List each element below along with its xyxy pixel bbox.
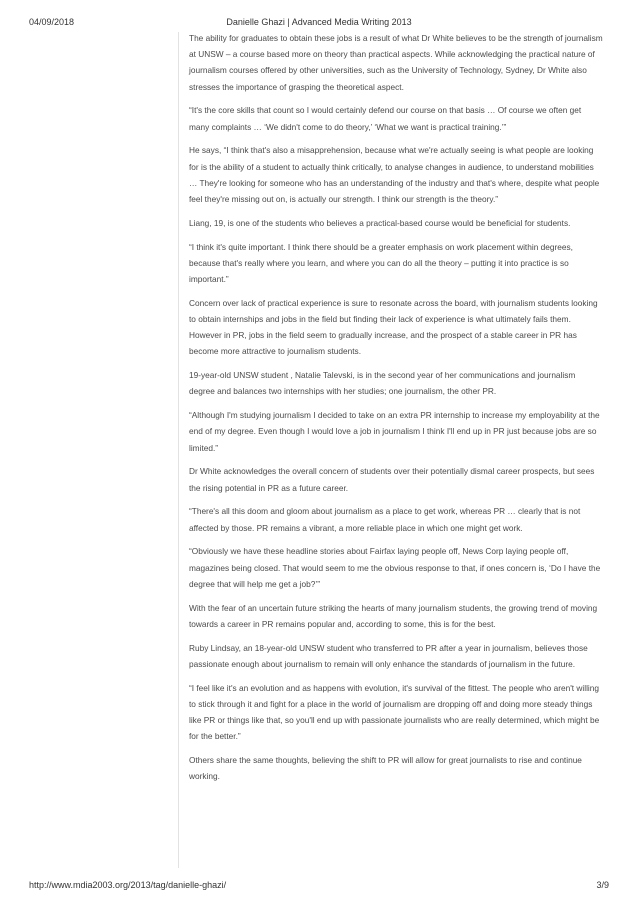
article-paragraph: Others share the same thoughts, believing the shift to PR will allow for great journalists to rise and continue working. xyxy=(189,755,582,782)
article-paragraph: He says, “I think that's also a misapprehension, because what we're actually seeing is what people are looking for is the ability of a student to actually think critically, to analyse changes in audience, to understand mobilities … They're looking for someone who has an understanding of the industry and that's where, despite what people feel they're missing out on, is actually our strength. I think our strength is the theory.” xyxy=(189,145,600,205)
article-paragraph: “I think it's quite important. I think there should be a greater emphasis on work placement within degrees, because that's really where you learn, and where you can do all the theory – putting it into practice is so important.” xyxy=(189,241,573,285)
print-footer xyxy=(29,880,609,892)
article-paragraph: Dr White acknowledges the overall concern of students over their potentially dismal career prospects, but sees the rising potential in PR as a future career. xyxy=(189,466,595,493)
article-paragraph: “There's all this doom and gloom about journalism as a place to get work, whereas PR … clearly that is not affected by those. PR remains a vibrant, a more reliable place in which one might get work. xyxy=(189,506,581,533)
page-number: 3/9 xyxy=(596,880,609,890)
article-paragraph: Concern over lack of practical experience is sure to resonate across the board, with journalism students looking to obtain internships and jobs in the field but finding their lack of experience is what ultimately fails them. However in PR, jobs in the field seem to gradually increase, and the prospect of a stable career in PR has become more attractive to journalism students. xyxy=(189,297,598,357)
article-paragraph: With the fear of an uncertain future striking the hearts of many journalism students, the growing trend of moving towards a career in PR remains popular and, according to some, this is for the best. xyxy=(189,602,598,629)
article-paragraph: Ruby Lindsay, an 18-year-old UNSW student who transferred to PR after a year in journalism, believes those passionate enough about journalism to remain will only enhance the standards of journalism in the future. xyxy=(189,642,588,669)
sidebar-divider xyxy=(178,32,179,868)
article-paragraph: “I feel like it's an evolution and as happens with evolution, it's survival of the fittest. The people who aren't willing to stick through it and fight for a place in the world of journalism are dropping off and doing more steady things like PR or things like that, so you'll end up with passionate journalists who are really determined, which might be for the better.” xyxy=(189,682,600,742)
article-paragraph: “It's the core skills that count so I would certainly defend our course on that basis … Of course we often get many complaints … ‘We didn't come to do theory,’ ‘What we want is practical training.’” xyxy=(189,105,582,132)
article-paragraph: “Although I'm studying journalism I decided to take on an extra PR internship to increase my employability at the end of my degree. Even though I would love a job in journalism I think I'll end up in PR just because jobs are so limited.” xyxy=(189,410,600,453)
article-paragraph: The ability for graduates to obtain these jobs is a result of what Dr White believes to be the strength of journalism at UNSW – a course based more on theory than practical aspects. While acknowledging the practical nature of journalism courses offered by other universities, such as the University of Technology, Sydney, Dr White also stresses the importance of grasping the theoretical aspect. xyxy=(189,33,603,92)
article-paragraph: Liang, 19, is one of the students who believes a practical-based course would be beneficial for students. xyxy=(189,217,571,228)
article-paragraph: 19-year-old UNSW student , Natalie Talevski, is in the second year of her communications and journalism degree and balances two internships with her studies; one journalism, the other PR. xyxy=(189,370,576,397)
print-header xyxy=(29,17,609,29)
print-page-title: Danielle Ghazi | Advanced Media Writing 2013 xyxy=(226,17,412,27)
article-body xyxy=(189,30,603,792)
article-paragraph: “Obviously we have these headline stories about Fairfax laying people off, News Corp laying people off, magazines being closed. That would seem to me the obvious response to that, if ones concern is, ‘Do I have the degree that will help me get a job?’” xyxy=(189,546,601,589)
print-date: 04/09/2018 xyxy=(29,17,75,27)
source-url-link[interactable]: http://www.mdia2003.org/2013/tag/danielle-ghazi/ xyxy=(29,880,227,890)
